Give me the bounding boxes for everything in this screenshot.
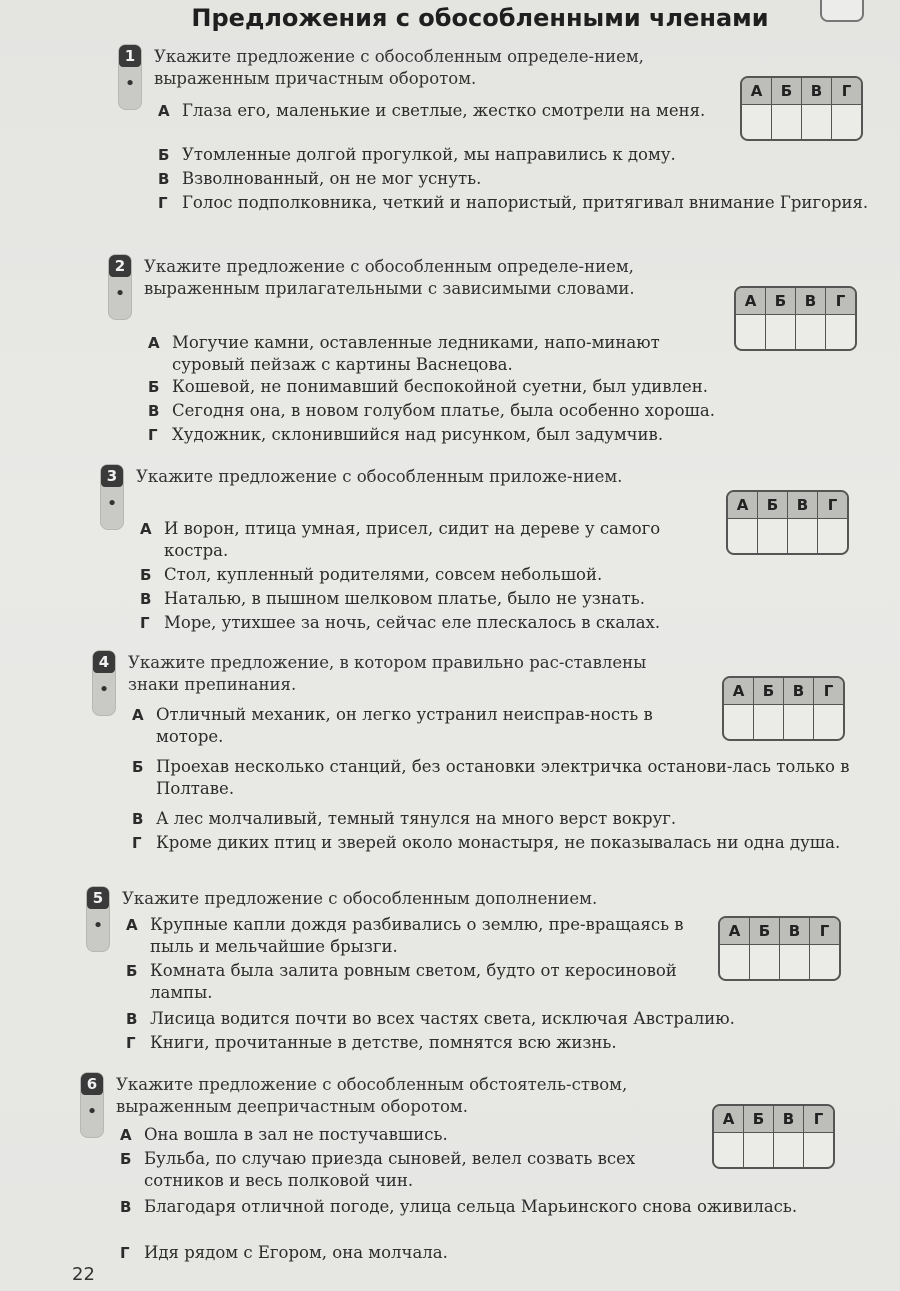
option-c[interactable]: В Взволнованный, он не мог уснуть. bbox=[158, 169, 482, 188]
option-c[interactable]: В Наталью, в пышном шелковом платье, было не узнать. bbox=[140, 589, 645, 608]
task-number-badge: 1 • bbox=[118, 44, 142, 110]
task-number-badge: 5 • bbox=[86, 886, 110, 952]
answer-cell[interactable] bbox=[728, 519, 758, 554]
answer-cell[interactable] bbox=[772, 105, 802, 140]
option-d[interactable]: Г Идя рядом с Егором, она молчала. bbox=[120, 1243, 448, 1262]
option-b[interactable]: Б Проехав несколько станций, без остановки электричка останови-лась только в Полтаве. bbox=[132, 757, 850, 798]
option-b[interactable]: Б Бульба, по случаю приезда сыновей, велел созвать всех сотников и весь полковой чин. bbox=[120, 1149, 636, 1190]
option-c[interactable]: В Сегодня она, в новом голубом платье, была особенно хороша. bbox=[148, 401, 715, 420]
option-a[interactable]: А И ворон, птица умная, присел, сидит на дереве у самого костра. bbox=[140, 519, 661, 560]
task-number-badge: 4 • bbox=[92, 650, 116, 716]
task-question: Укажите предложение, в котором правильно рас-ставлены знаки препинания. bbox=[128, 653, 647, 694]
task-number-badge: 3 • bbox=[100, 464, 124, 530]
answer-cell[interactable] bbox=[802, 105, 832, 140]
bullet-icon: • bbox=[114, 283, 126, 304]
page-number: 22 bbox=[72, 1264, 95, 1285]
answer-cell[interactable] bbox=[804, 1133, 834, 1168]
answer-cell[interactable] bbox=[788, 519, 818, 554]
option-b[interactable]: Б Комната была залита ровным светом, будто от керосиновой лампы. bbox=[126, 961, 677, 1002]
task-question: Укажите предложение с обособленным обстоятель-ством, выраженным деепричастным оборотом. bbox=[116, 1075, 628, 1116]
answer-cell[interactable] bbox=[758, 519, 788, 554]
answer-cell[interactable] bbox=[736, 315, 766, 350]
task-question: Укажите предложение с обособленным определе-нием, выраженным причастным оборотом. bbox=[154, 47, 644, 88]
task-question: Укажите предложение с обособленным приложе-нием. bbox=[136, 467, 623, 486]
option-b[interactable]: Б Стол, купленный родителями, совсем небольшой. bbox=[140, 565, 603, 584]
answer-cell[interactable] bbox=[810, 945, 840, 980]
option-d[interactable]: Г Море, утихшее за ночь, сейчас еле плескалось в скалах. bbox=[140, 613, 661, 632]
answer-cell[interactable] bbox=[832, 105, 862, 140]
option-b[interactable]: Б Утомленные долгой прогулкой, мы направились к дому. bbox=[158, 145, 676, 164]
answer-grid-1: А Б В Г bbox=[740, 76, 863, 141]
answer-cell[interactable] bbox=[720, 945, 750, 980]
bullet-icon: • bbox=[106, 493, 118, 514]
page-title: Предложения с обособленными членами bbox=[191, 4, 769, 32]
answer-cell[interactable] bbox=[814, 705, 844, 740]
answer-cell[interactable] bbox=[774, 1133, 804, 1168]
option-d[interactable]: Г Голос подполковника, четкий и напористый, притягивал внимание Григория. bbox=[158, 193, 869, 212]
option-d[interactable]: Г Книги, прочитанные в детстве, помнятся всю жизнь. bbox=[126, 1033, 617, 1052]
option-c[interactable]: В Лисица водится почти во всех частях света, исключая Австралию. bbox=[126, 1009, 735, 1028]
bullet-icon: • bbox=[92, 915, 104, 936]
answer-cell[interactable] bbox=[714, 1133, 744, 1168]
answer-cell[interactable] bbox=[744, 1133, 774, 1168]
answer-grid-4: А Б В Г bbox=[722, 676, 845, 741]
task-number-badge: 2 • bbox=[108, 254, 132, 320]
option-d[interactable]: Г Кроме диких птиц и зверей около монастыря, не показывалась ни одна душа. bbox=[132, 833, 841, 852]
answer-cell[interactable] bbox=[754, 705, 784, 740]
answer-grid-3: А Б В Г bbox=[726, 490, 849, 555]
bullet-icon: • bbox=[86, 1101, 98, 1122]
answer-cell[interactable] bbox=[766, 315, 796, 350]
option-a[interactable]: А Отличный механик, он легко устранил неисправ-ность в моторе. bbox=[132, 705, 653, 746]
answer-cell[interactable] bbox=[826, 315, 856, 350]
task-number-badge: 6 • bbox=[80, 1072, 104, 1138]
answer-cell[interactable] bbox=[780, 945, 810, 980]
option-a[interactable]: А Крупные капли дождя разбивались о землю, пре-вращаясь в пыль и мельчайшие брызги. bbox=[126, 915, 684, 956]
answer-grid-5: А Б В Г bbox=[718, 916, 841, 981]
answer-cell[interactable] bbox=[818, 519, 848, 554]
bullet-icon: • bbox=[98, 679, 110, 700]
option-c[interactable]: В Благодаря отличной погоде, улица сельца Марьинского снова оживилась. bbox=[120, 1197, 798, 1216]
answer-cell[interactable] bbox=[784, 705, 814, 740]
answer-cell[interactable] bbox=[742, 105, 772, 140]
bullet-icon: • bbox=[124, 73, 136, 94]
answer-grid-6: А Б В Г bbox=[712, 1104, 835, 1169]
answer-cell[interactable] bbox=[796, 315, 826, 350]
answer-cell[interactable] bbox=[724, 705, 754, 740]
option-c[interactable]: В А лес молчаливый, темный тянулся на много верст вокруг. bbox=[132, 809, 677, 828]
option-a[interactable]: А Могучие камни, оставленные ледниками, напо-минают суровый пейзаж с картины Васнецова. bbox=[148, 333, 660, 374]
option-a[interactable]: А Она вошла в зал не постучавшись. bbox=[120, 1125, 448, 1144]
option-a[interactable]: А Глаза его, маленькие и светлые, жестко смотрели на меня. bbox=[158, 101, 706, 120]
answer-cell[interactable] bbox=[750, 945, 780, 980]
task-question: Укажите предложение с обособленным дополнением. bbox=[122, 889, 598, 908]
task-question: Укажите предложение с обособленным определе-нием, выраженным прилагательными с зависимыми словами. bbox=[144, 257, 635, 298]
option-d[interactable]: Г Художник, склонившийся над рисунком, был задумчив. bbox=[148, 425, 664, 444]
option-b[interactable]: Б Кошевой, не понимавший беспокойной суетни, был удивлен. bbox=[148, 377, 709, 396]
answer-grid-2: А Б В Г bbox=[734, 286, 857, 351]
